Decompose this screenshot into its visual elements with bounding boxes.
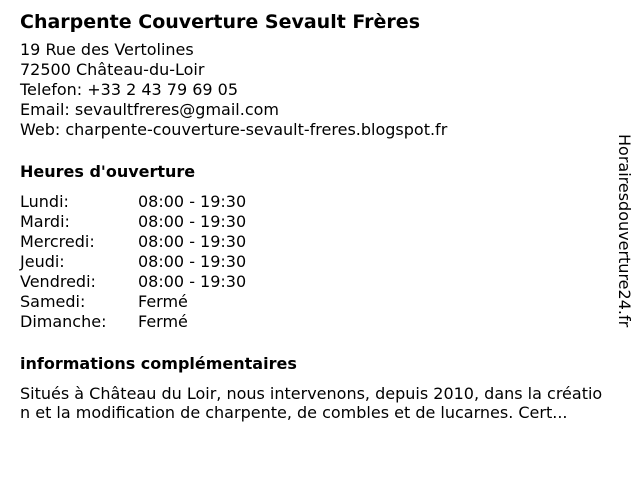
- day-hours: Fermé: [138, 312, 188, 331]
- hours-row-sunday: [20, 312, 610, 332]
- site-watermark: Horairesdouverture24.fr: [615, 134, 634, 328]
- business-card: [20, 8, 610, 422]
- business-name: Charpente Couverture Sevault Frères: [20, 11, 421, 33]
- hours-row-monday: [20, 192, 610, 212]
- day-label: Samedi:: [20, 292, 86, 311]
- hours-heading: Heures d'ouverture: [20, 162, 196, 181]
- day-label: Vendredi:: [20, 272, 96, 291]
- email-line[interactable]: Email: sevaultfreres@gmail.com: [20, 100, 279, 119]
- phone-line[interactable]: Telefon: +33 2 43 79 69 05: [20, 80, 239, 99]
- address-city: 72500 Château-du-Loir: [20, 60, 205, 79]
- day-hours: 08:00 - 19:30: [138, 192, 247, 211]
- day-hours: 08:00 - 19:30: [138, 272, 247, 291]
- day-hours: 08:00 - 19:30: [138, 232, 247, 251]
- day-hours: 08:00 - 19:30: [138, 252, 247, 271]
- day-hours: 08:00 - 19:30: [138, 212, 247, 231]
- hours-row-thursday: [20, 252, 610, 272]
- web-line[interactable]: Web: charpente-couverture-sevault-freres.blogspot.fr: [20, 120, 448, 139]
- hours-row-tuesday: [20, 212, 610, 232]
- day-label: Jeudi:: [20, 252, 65, 271]
- day-label: Lundi:: [20, 192, 69, 211]
- info-description: Situés à Château du Loir, nous intervenons, depuis 2010, dans la création et la modification de charpente, de combles et de lucarnes. Cert...: [20, 384, 603, 422]
- day-label: Dimanche:: [20, 312, 107, 331]
- hours-table: [20, 192, 610, 332]
- hours-row-friday: [20, 272, 610, 292]
- hours-row-saturday: [20, 292, 610, 312]
- address-street: 19 Rue des Vertolines: [20, 40, 194, 59]
- day-hours: Fermé: [138, 292, 188, 311]
- hours-row-wednesday: [20, 232, 610, 252]
- day-label: Mercredi:: [20, 232, 95, 251]
- day-label: Mardi:: [20, 212, 70, 231]
- info-heading: informations complémentaires: [20, 354, 297, 373]
